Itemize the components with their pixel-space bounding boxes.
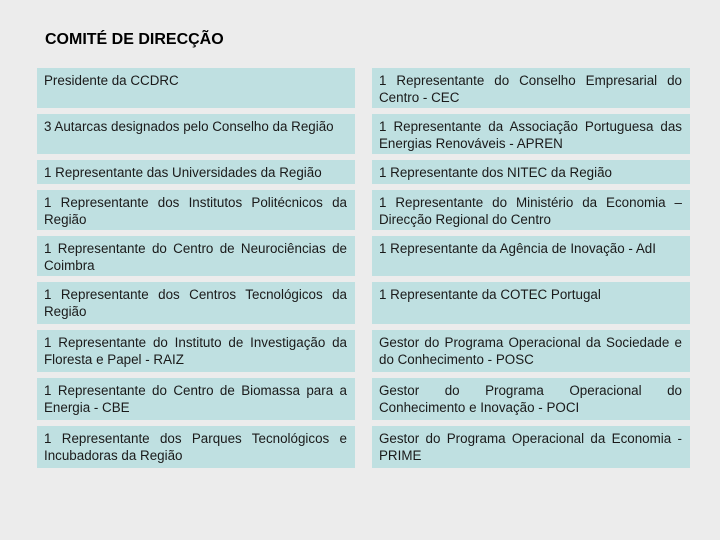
member-cell-right: 1 Representante da Associação Portuguesa das Energias Renováveis - APREN [372,114,690,154]
table-row [37,190,690,230]
member-cell-right: Gestor do Programa Operacional da Economia - PRIME [372,426,690,468]
member-cell-right: Gestor do Programa Operacional da Sociedade e do Conhecimento - POSC [372,330,690,372]
member-cell-left: 1 Representante dos Centros Tecnológicos da Região [37,282,355,324]
member-cell-left: 1 Representante das Universidades da Região [37,160,355,184]
table-row [37,68,690,108]
member-cell-right: Gestor do Programa Operacional do Conhecimento e Inovação - POCI [372,378,690,420]
member-cell-left: 3 Autarcas designados pelo Conselho da Região [37,114,355,154]
member-cell-left: 1 Representante do Centro de Biomassa para a Energia - CBE [37,378,355,420]
member-cell-left: 1 Representante dos Parques Tecnológicos e Incubadoras da Região [37,426,355,468]
member-cell-right: 1 Representante dos NITEC da Região [372,160,690,184]
member-cell-left: 1 Representante do Centro de Neurociências de Coimbra [37,236,355,276]
member-cell-right: 1 Representante da Agência de Inovação - AdI [372,236,690,276]
page-title: COMITÉ DE DIRECÇÃO [45,31,224,48]
table-row [37,378,690,420]
member-cell-left: 1 Representante do Instituto de Investigação da Floresta e Papel - RAIZ [37,330,355,372]
table-row [37,114,690,154]
member-cell-left: Presidente da CCDRC [37,68,355,108]
table-row [37,160,690,184]
member-cell-right: 1 Representante do Conselho Empresarial do Centro - CEC [372,68,690,108]
table-row [37,330,690,372]
member-cell-right: 1 Representante da COTEC Portugal [372,282,690,324]
table-row [37,426,690,468]
member-cell-left: 1 Representante dos Institutos Politécnicos da Região [37,190,355,230]
members-table [37,68,690,474]
table-row [37,282,690,324]
table-row [37,236,690,276]
member-cell-right: 1 Representante do Ministério da Economia – Direcção Regional do Centro [372,190,690,230]
